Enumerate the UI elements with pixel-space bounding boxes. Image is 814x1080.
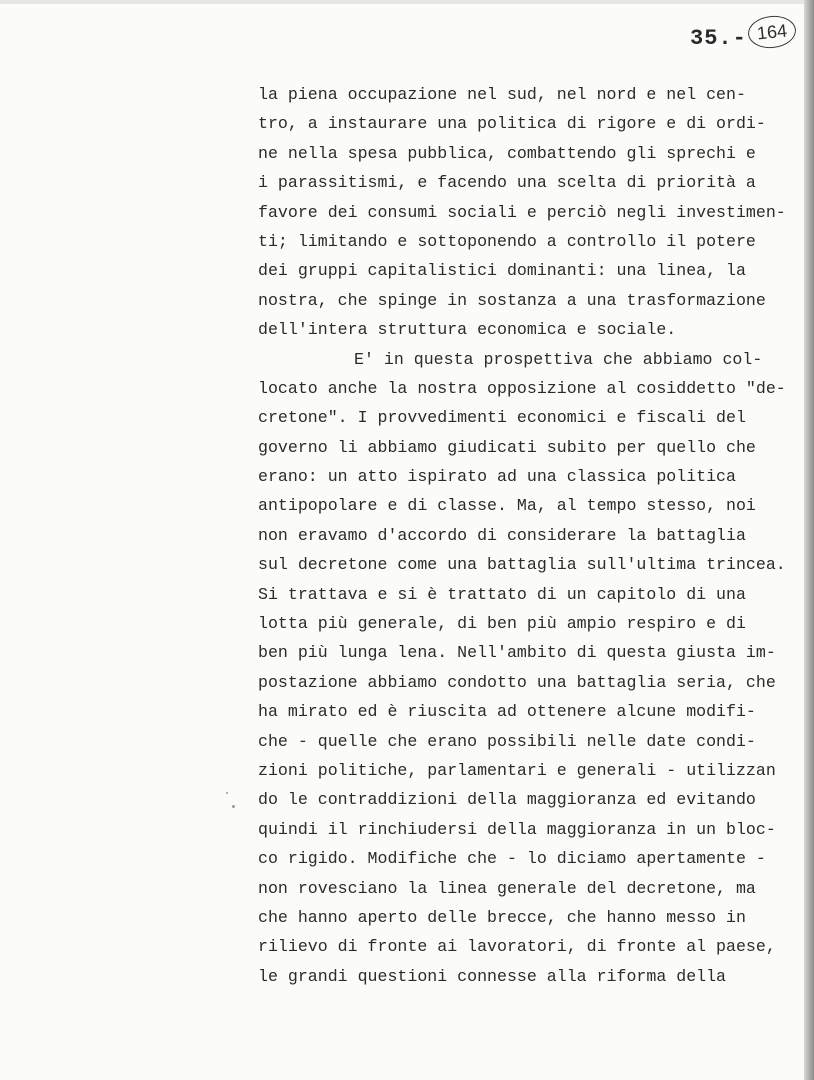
text-line: governo li abbiamo giudicati subito per quello che: [258, 437, 756, 457]
text-line: rilievo di fronte ai lavoratori, di fronte al paese,: [258, 937, 776, 957]
page-top-edge: [0, 0, 814, 4]
text-line: zioni politiche, parlamentari e generali - utilizzan: [258, 760, 776, 780]
text-line: ha mirato ed è riuscita ad ottenere alcune modifi-: [258, 702, 756, 722]
paper-speck: [232, 805, 235, 808]
typewritten-text: [258, 80, 788, 991]
text-line-paragraph-start: E' in questa prospettiva che abbiamo col-: [354, 349, 763, 369]
text-line: postazione abbiamo condotto una battaglia seria, che: [258, 672, 776, 692]
paper-speck: [226, 792, 228, 794]
page-number: 35.-: [690, 26, 747, 51]
text-line: le grandi questioni connesse alla riforma della: [258, 966, 727, 986]
text-line: locato anche la nostra opposizione al cosiddetto "de-: [258, 378, 786, 398]
text-line: che - quelle che erano possibili nelle date condi-: [258, 731, 756, 751]
page-right-edge-shadow: [804, 0, 814, 1080]
text-line: che hanno aperto delle brecce, che hanno messo in: [258, 907, 746, 927]
text-line: ben più lunga lena. Nell'ambito di questa giusta im-: [258, 643, 776, 663]
text-line: erano: un atto ispirato ad una classica politica: [258, 467, 736, 487]
text-line: non rovesciano la linea generale del decretone, ma: [258, 878, 756, 898]
text-line: lotta più generale, di ben più ampio respiro e di: [258, 614, 746, 634]
text-line: dell'intera struttura economica e sociale.: [258, 320, 677, 340]
text-line: sul decretone come una battaglia sull'ultima trincea.: [258, 555, 786, 575]
text-line: quindi il rinchiudersi della maggioranza in un bloc-: [258, 819, 776, 839]
text-line: Si trattava e si è trattato di un capitolo di una: [258, 584, 746, 604]
text-line: do le contraddizioni della maggioranza ed evitando: [258, 790, 756, 810]
text-line: la piena occupazione nel sud, nel nord e nel cen-: [258, 85, 746, 104]
text-line: nostra, che spinge in sostanza a una trasformazione: [258, 290, 766, 310]
text-line: cretone". I provvedimenti economici e fiscali del: [258, 408, 746, 428]
text-line: favore dei consumi sociali e perciò negli investimen-: [258, 202, 786, 222]
text-line: antipopolare e di classe. Ma, al tempo stesso, noi: [258, 496, 756, 516]
text-line: dei gruppi capitalistici dominanti: una linea, la: [258, 261, 746, 281]
text-line: ti; limitando e sottoponendo a controllo il potere: [258, 231, 756, 251]
text-line: i parassitismi, e facendo una scelta di priorità a: [258, 173, 756, 193]
archive-number-stamp: 164: [746, 14, 797, 51]
text-line: ne nella spesa pubblica, combattendo gli sprechi e: [258, 143, 756, 163]
text-line: tro, a instaurare una politica di rigore e di ordi-: [258, 114, 766, 134]
text-line: co rigido. Modifiche che - lo diciamo apertamente -: [258, 849, 766, 869]
text-line: non eravamo d'accordo di considerare la battaglia: [258, 525, 746, 545]
